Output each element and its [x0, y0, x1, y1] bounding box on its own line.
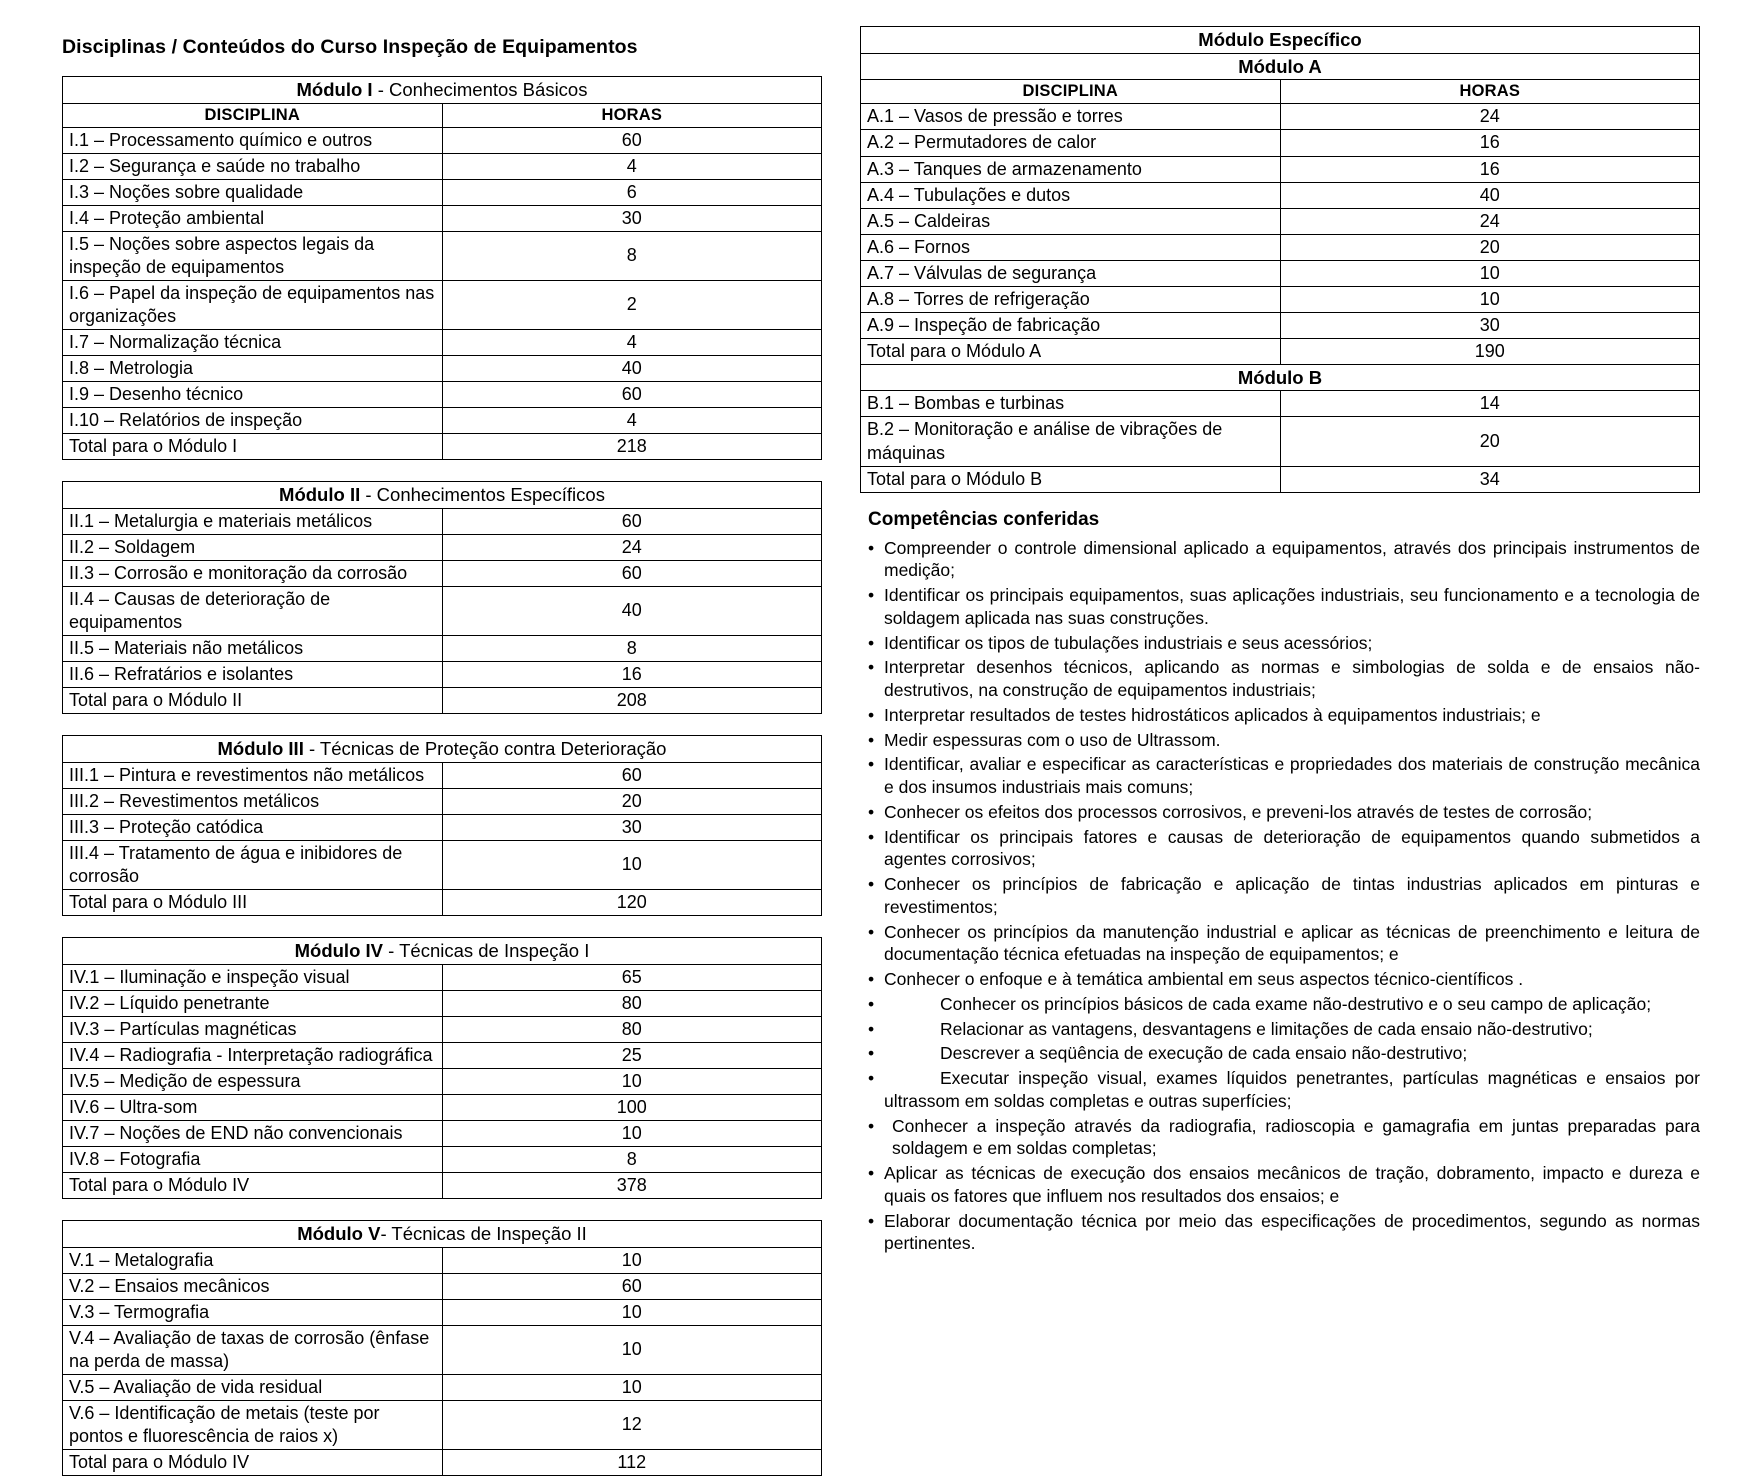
discipline-cell: I.3 – Noções sobre qualidade	[63, 179, 443, 205]
competency-text: Compreender o controle dimensional aplicado a equipamentos, através dos principais instrumentos de medição;	[884, 537, 1700, 581]
module-header-row	[63, 1220, 822, 1247]
table-row	[63, 1247, 822, 1273]
hours-cell: 10	[442, 1325, 822, 1374]
bullet-icon: •	[868, 1163, 875, 1184]
table-row	[861, 182, 1700, 208]
table-row	[861, 312, 1700, 338]
hours-cell: 4	[442, 330, 822, 356]
competency-text: Executar inspeção visual, exames líquidos penetrantes, partículas magnéticas e ensaios por ultrassom em soldas completas e outras superfícies;	[884, 1068, 1700, 1111]
table-row	[861, 260, 1700, 286]
competencies-list	[860, 537, 1700, 1256]
table-row	[63, 762, 822, 788]
module-header-row	[63, 736, 822, 763]
module-table	[62, 937, 822, 1199]
total-hours: 120	[442, 889, 822, 915]
table-row	[861, 130, 1700, 156]
hours-cell: 10	[442, 1068, 822, 1094]
specific-module-title: Módulo Específico	[861, 27, 1700, 54]
hours-cell: 30	[442, 205, 822, 231]
discipline-cell: II.6 – Refratários e isolantes	[63, 662, 443, 688]
module-table	[62, 735, 822, 916]
competency-text: Descrever a seqüência de execução de cada ensaio não-destrutivo;	[940, 1043, 1468, 1064]
table-row	[63, 231, 822, 280]
competency-item	[868, 801, 1700, 824]
discipline-cell: I.7 – Normalização técnica	[63, 330, 443, 356]
hours-cell: 10	[442, 1374, 822, 1400]
left-column	[62, 36, 822, 1476]
module-total-row	[63, 889, 822, 915]
module-header: Módulo III - Técnicas de Proteção contra Deterioração	[63, 736, 822, 763]
discipline-cell: A.2 – Permutadores de calor	[861, 130, 1281, 156]
total-label: Total para o Módulo B	[861, 466, 1281, 492]
discipline-cell: II.3 – Corrosão e monitoração da corrosão	[63, 560, 443, 586]
column-header-row	[63, 103, 822, 127]
left-modules-container	[62, 76, 822, 1476]
module-a-rows	[861, 104, 1700, 364]
table-row	[63, 1042, 822, 1068]
hours-cell: 40	[442, 356, 822, 382]
discipline-cell: A.6 – Fornos	[861, 234, 1281, 260]
total-label: Total para o Módulo II	[63, 688, 443, 714]
hours-cell: 80	[442, 1016, 822, 1042]
discipline-cell: B.1 – Bombas e turbinas	[861, 391, 1281, 417]
module-total-row	[63, 688, 822, 714]
discipline-cell: V.1 – Metalografia	[63, 1247, 443, 1273]
discipline-cell: IV.1 – Iluminação e inspeção visual	[63, 964, 443, 990]
competency-text: Elaborar documentação técnica por meio das especificações de procedimentos, segundo as normas pertinentes.	[884, 1210, 1700, 1254]
table-row	[63, 356, 822, 382]
bullet-icon: •	[868, 826, 875, 847]
hours-cell: 60	[442, 1273, 822, 1299]
bullet-icon: •	[868, 729, 875, 750]
discipline-cell: I.1 – Processamento químico e outros	[63, 127, 443, 153]
table-row	[63, 330, 822, 356]
competency-item	[868, 1210, 1700, 1256]
competency-text: Interpretar resultados de testes hidrostáticos aplicados à equipamentos industriais; e	[884, 704, 1541, 725]
module-total-row	[861, 338, 1700, 364]
module-total-row	[63, 434, 822, 460]
discipline-cell: I.9 – Desenho técnico	[63, 382, 443, 408]
competency-item	[868, 704, 1700, 727]
hours-cell: 60	[442, 560, 822, 586]
competency-item	[868, 537, 1700, 583]
module-table	[62, 76, 822, 460]
hours-cell: 16	[442, 662, 822, 688]
table-row	[861, 208, 1700, 234]
bullet-icon: •	[868, 1068, 875, 1089]
table-row	[63, 990, 822, 1016]
competency-item	[868, 968, 1700, 991]
hours-cell: 4	[442, 408, 822, 434]
table-row	[63, 408, 822, 434]
table-row	[63, 280, 822, 329]
table-row	[861, 417, 1700, 466]
bullet-icon: •	[868, 632, 875, 653]
discipline-cell: B.2 – Monitoração e análise de vibrações de máquinas	[861, 417, 1281, 466]
discipline-cell: I.2 – Segurança e saúde no trabalho	[63, 153, 443, 179]
discipline-cell: II.2 – Soldagem	[63, 534, 443, 560]
hours-cell: 24	[1280, 208, 1700, 234]
total-hours: 34	[1280, 466, 1700, 492]
hours-cell: 10	[442, 1120, 822, 1146]
hours-cell: 60	[442, 762, 822, 788]
specific-module-table	[860, 26, 1700, 493]
competency-item	[868, 921, 1700, 967]
table-row	[63, 1016, 822, 1042]
discipline-cell: IV.7 – Noções de END não convencionais	[63, 1120, 443, 1146]
discipline-cell: I.6 – Papel da inspeção de equipamentos nas organizações	[63, 280, 443, 329]
module-header: Módulo I - Conhecimentos Básicos	[63, 77, 822, 104]
bullet-icon: •	[868, 537, 875, 558]
hours-cell: 10	[1280, 260, 1700, 286]
bullet-icon: •	[868, 657, 875, 678]
bullet-icon: •	[868, 1210, 875, 1231]
competency-item	[868, 826, 1700, 872]
discipline-cell: V.3 – Termografia	[63, 1299, 443, 1325]
total-label: Total para o Módulo A	[861, 338, 1281, 364]
hours-cell: 6	[442, 179, 822, 205]
total-hours: 218	[442, 434, 822, 460]
discipline-cell: IV.5 – Medição de espessura	[63, 1068, 443, 1094]
hours-cell: 20	[442, 788, 822, 814]
table-row	[63, 964, 822, 990]
competency-item	[868, 656, 1700, 702]
module-header-row	[63, 482, 822, 509]
discipline-cell: I.5 – Noções sobre aspectos legais da inspeção de equipamentos	[63, 231, 443, 280]
discipline-cell: IV.8 – Fotografia	[63, 1146, 443, 1172]
discipline-cell: A.5 – Caldeiras	[861, 208, 1281, 234]
competencies-title: Competências conferidas	[868, 508, 1100, 530]
bullet-icon: •	[868, 921, 875, 942]
discipline-cell: II.4 – Causas de deterioração de equipamentos	[63, 586, 443, 635]
hours-cell: 80	[442, 990, 822, 1016]
table-row	[63, 127, 822, 153]
bullet-icon: •	[868, 801, 875, 822]
discipline-cell: I.8 – Metrologia	[63, 356, 443, 382]
module-total-row	[63, 1172, 822, 1198]
hours-cell: 30	[1280, 312, 1700, 338]
total-hours: 112	[442, 1449, 822, 1475]
discipline-cell: I.4 – Proteção ambiental	[63, 205, 443, 231]
table-row	[63, 1068, 822, 1094]
hours-cell: 65	[442, 964, 822, 990]
competency-item	[868, 729, 1700, 752]
discipline-cell: A.8 – Torres de refrigeração	[861, 286, 1281, 312]
discipline-cell: III.3 – Proteção catódica	[63, 814, 443, 840]
hours-cell: 60	[442, 508, 822, 534]
hours-cell: 8	[442, 1146, 822, 1172]
table-row	[63, 382, 822, 408]
discipline-cell: I.10 – Relatórios de inspeção	[63, 408, 443, 434]
module-total-row	[861, 466, 1700, 492]
discipline-cell: V.2 – Ensaios mecânicos	[63, 1273, 443, 1299]
module-header-row	[63, 937, 822, 964]
discipline-cell: V.6 – Identificação de metais (teste por pontos e fluorescência de raios x)	[63, 1400, 443, 1449]
hours-cell: 20	[1280, 234, 1700, 260]
discipline-cell: A.9 – Inspeção de fabricação	[861, 312, 1281, 338]
bullet-icon: •	[868, 754, 875, 775]
discipline-cell: IV.3 – Partículas magnéticas	[63, 1016, 443, 1042]
table-row	[63, 1273, 822, 1299]
module-a-header-row	[861, 53, 1700, 80]
table-row	[861, 104, 1700, 130]
module-a-title: Módulo A	[861, 53, 1700, 80]
competency-item	[868, 632, 1700, 655]
competency-item	[868, 584, 1700, 630]
competency-text: Identificar os principais equipamentos, suas aplicações industriais, seu funcionamento e a tecnologia de soldagem aplicada nas suas construções.	[884, 585, 1700, 628]
competency-text: Conhecer os princípios da manutenção industrial e aplicar as técnicas de preenchimento e leitura de documentação técnica efetuadas na inspeção de equipamentos; e	[884, 921, 1700, 965]
module-header: Módulo II - Conhecimentos Específicos	[63, 482, 822, 509]
hours-cell: 10	[442, 1247, 822, 1273]
module-header: Módulo IV - Técnicas de Inspeção I	[63, 937, 822, 964]
table-row	[63, 153, 822, 179]
hours-cell: 24	[442, 534, 822, 560]
module-table	[62, 481, 822, 714]
total-label: Total para o Módulo I	[63, 434, 443, 460]
competency-text: Identificar, avaliar e especificar as características e propriedades dos materiais de construção mecânica e dos insumos industriais mais comuns;	[884, 754, 1700, 798]
discipline-cell: IV.6 – Ultra-som	[63, 1094, 443, 1120]
bullet-icon: •	[868, 993, 875, 1014]
table-row	[63, 788, 822, 814]
competency-text: Identificar os tipos de tubulações industriais e seus acessórios;	[884, 632, 1373, 653]
table-gap	[62, 916, 822, 937]
bullet-icon: •	[868, 1115, 875, 1136]
hours-cell: 10	[442, 840, 822, 889]
hours-cell: 60	[442, 127, 822, 153]
hours-cell: 30	[442, 814, 822, 840]
table-row	[63, 1299, 822, 1325]
hours-column-header: HORAS	[442, 103, 822, 127]
discipline-cell: A.7 – Válvulas de segurança	[861, 260, 1281, 286]
bullet-icon: •	[868, 1018, 875, 1039]
total-label: Total para o Módulo III	[63, 889, 443, 915]
discipline-cell: IV.4 – Radiografia - Interpretação radiográfica	[63, 1042, 443, 1068]
module-header: Módulo V- Técnicas de Inspeção II	[63, 1220, 822, 1247]
table-row	[861, 286, 1700, 312]
right-column	[860, 26, 1700, 1257]
module-header-row	[63, 77, 822, 104]
table-row	[63, 179, 822, 205]
discipline-column-header: DISCIPLINA	[63, 103, 443, 127]
competency-text: Relacionar as vantagens, desvantagens e limitações de cada ensaio não-destrutivo;	[940, 1018, 1593, 1039]
competency-item	[868, 1067, 1700, 1113]
discipline-cell: III.1 – Pintura e revestimentos não metálicos	[63, 762, 443, 788]
hours-cell: 10	[1280, 286, 1700, 312]
discipline-cell: V.5 – Avaliação de vida residual	[63, 1374, 443, 1400]
competency-item	[868, 1162, 1700, 1208]
table-header-row	[861, 27, 1700, 54]
competency-text: Identificar os principais fatores e causas de deterioração de equipamentos quando submetidos a agentes corrosivos;	[884, 826, 1700, 870]
table-gap	[62, 1199, 822, 1220]
competency-item	[868, 753, 1700, 799]
table-row	[63, 534, 822, 560]
bullet-icon: •	[868, 874, 875, 895]
table-gap	[62, 460, 822, 481]
discipline-cell: IV.2 – Líquido penetrante	[63, 990, 443, 1016]
hours-column-header: HORAS	[1280, 80, 1700, 104]
hours-cell: 10	[442, 1299, 822, 1325]
discipline-cell: A.4 – Tubulações e dutos	[861, 182, 1281, 208]
page-title: Disciplinas / Conteúdos do Curso Inspeção de Equipamentos	[62, 36, 638, 58]
table-row	[63, 1120, 822, 1146]
hours-cell: 16	[1280, 156, 1700, 182]
module-b-title: Módulo B	[861, 364, 1700, 391]
table-row	[63, 1400, 822, 1449]
competency-item	[868, 993, 1700, 1016]
competency-text: Conhecer o enfoque e à temática ambiental em seus aspectos técnico-científicos .	[884, 969, 1524, 990]
discipline-cell: III.2 – Revestimentos metálicos	[63, 788, 443, 814]
hours-cell: 20	[1280, 417, 1700, 466]
hours-cell: 100	[442, 1094, 822, 1120]
discipline-cell: A.3 – Tanques de armazenamento	[861, 156, 1281, 182]
discipline-cell: III.4 – Tratamento de água e inibidores de corrosão	[63, 840, 443, 889]
hours-cell: 8	[442, 231, 822, 280]
table-row	[861, 156, 1700, 182]
module-b-rows	[861, 364, 1700, 492]
bullet-icon: •	[868, 1043, 875, 1064]
table-row	[63, 1146, 822, 1172]
competency-item	[868, 1042, 1700, 1065]
discipline-cell: II.1 – Metalurgia e materiais metálicos	[63, 508, 443, 534]
total-hours: 208	[442, 688, 822, 714]
table-row	[63, 1374, 822, 1400]
competency-text: Conhecer a inspeção através da radiografia, radioscopia e gamagrafia em juntas preparadas para soldagem e em soldas completas;	[892, 1115, 1700, 1159]
competency-item	[868, 1018, 1700, 1041]
hours-cell: 60	[442, 382, 822, 408]
module-b-header-row	[861, 364, 1700, 391]
competency-text: Conhecer os princípios de fabricação e aplicação de tintas industrias aplicados em pinturas e revestimentos;	[884, 874, 1700, 917]
discipline-cell: V.4 – Avaliação de taxas de corrosão (ênfase na perda de massa)	[63, 1325, 443, 1374]
table-row	[861, 391, 1700, 417]
bullet-icon: •	[868, 585, 875, 606]
bullet-icon: •	[868, 704, 875, 725]
table-row	[63, 662, 822, 688]
table-row	[63, 636, 822, 662]
hours-cell: 8	[442, 636, 822, 662]
hours-cell: 12	[442, 1400, 822, 1449]
table-row	[63, 560, 822, 586]
table-row	[63, 814, 822, 840]
bullet-icon: •	[868, 969, 875, 990]
table-gap	[62, 714, 822, 735]
total-label: Total para o Módulo IV	[63, 1172, 443, 1198]
hours-cell: 2	[442, 280, 822, 329]
table-row	[63, 205, 822, 231]
discipline-cell: A.1 – Vasos de pressão e torres	[861, 104, 1281, 130]
table-row	[63, 1325, 822, 1374]
competency-text: Conhecer os princípios básicos de cada exame não-destrutivo e o seu campo de aplicação;	[940, 993, 1652, 1014]
competency-text: Medir espessuras com o uso de Ultrassom.	[884, 729, 1221, 750]
discipline-cell: II.5 – Materiais não metálicos	[63, 636, 443, 662]
hours-cell: 25	[442, 1042, 822, 1068]
hours-cell: 16	[1280, 130, 1700, 156]
table-row	[63, 840, 822, 889]
table-row	[861, 234, 1700, 260]
competency-item	[868, 873, 1700, 919]
hours-cell: 4	[442, 153, 822, 179]
total-hours: 190	[1280, 338, 1700, 364]
hours-cell: 14	[1280, 391, 1700, 417]
hours-cell: 40	[442, 586, 822, 635]
module-table	[62, 1220, 822, 1476]
competency-text: Interpretar desenhos técnicos, aplicando as normas e simbologias de solda e de ensaios não-destrutivos, na construção de equipamentos industriais;	[884, 657, 1700, 701]
hours-cell: 24	[1280, 104, 1700, 130]
column-header-row	[861, 80, 1700, 104]
discipline-column-header: DISCIPLINA	[861, 80, 1281, 104]
hours-cell: 40	[1280, 182, 1700, 208]
module-total-row	[63, 1449, 822, 1475]
table-row	[63, 508, 822, 534]
table-row	[63, 586, 822, 635]
total-hours: 378	[442, 1172, 822, 1198]
competency-text: Conhecer os efeitos dos processos corrosivos, e preveni-los através de testes de corrosão;	[884, 801, 1593, 822]
total-label: Total para o Módulo IV	[63, 1449, 443, 1475]
competency-text: Aplicar as técnicas de execução dos ensaios mecânicos de tração, dobramento, impacto e dureza e quais os fatores que influem nos resultados dos ensaios; e	[884, 1163, 1700, 1206]
competency-item	[868, 1115, 1700, 1161]
table-row	[63, 1094, 822, 1120]
